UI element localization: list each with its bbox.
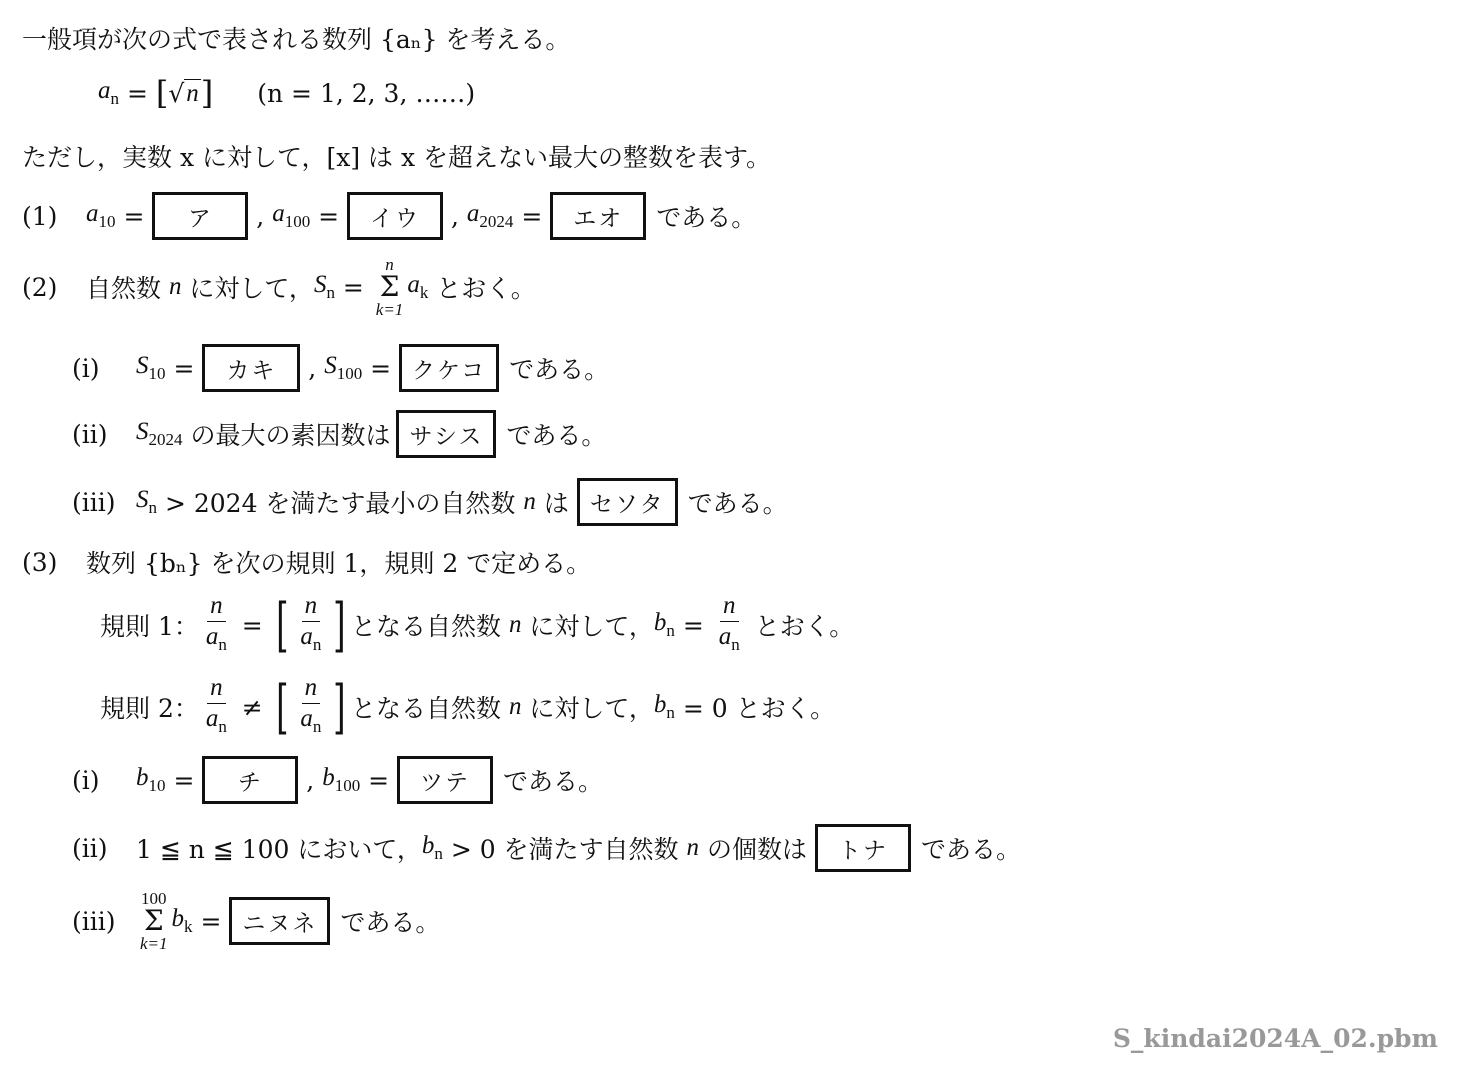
- answer-box-ninune[interactable]: ニヌネ: [229, 897, 330, 945]
- question-2-iii: (iii) $S_n$ > 2024 を満たす最小の自然数 n は セソタ である。: [72, 478, 788, 526]
- summation-symbol: n Σ k=1: [375, 255, 404, 319]
- answer-box-eo[interactable]: エオ: [550, 192, 646, 240]
- answer-box-iu[interactable]: イウ: [347, 192, 443, 240]
- question-2-ii: (ii) $S_{2024}$ の最大の素因数は サシス である。: [72, 410, 606, 458]
- summation-symbol-b: 100 Σ k=1: [140, 889, 168, 953]
- question-3: (3) 数列 {bₙ} を次の規則 1，規則 2 で定める。: [22, 547, 592, 578]
- answer-box-tsute[interactable]: ツテ: [397, 756, 493, 804]
- formula-range: (n = 1, 2, 3, ……): [257, 78, 476, 108]
- question-3-i: (i) $b_{10}$ = チ , $b_{100}$ = ツテ である。: [72, 756, 603, 804]
- general-term-formula: $a_n$ = [ √ n ] (n = 1, 2, 3, ……): [98, 74, 476, 112]
- question-2-i: (i) $S_{10}$ = カキ , $S_{100}$ = クケコ である。: [72, 344, 609, 392]
- question-2: (2) 自然数 n に対して， $S_n$ = n Σ k=1 $a_k$ とおく。: [22, 255, 536, 319]
- question-3-ii: (ii) 1 ≦ n ≦ 100 において， $b_n$ > 0 を満たす自然数 n の個数は トナ である。: [72, 824, 1021, 872]
- answer-box-chi[interactable]: チ: [202, 756, 298, 804]
- answer-box-kaki[interactable]: カキ: [202, 344, 300, 392]
- rule-1: 規則 1： $\frac{n}{a_n}$ = [ $\frac{n}{a_n}$ ] となる自然数 n に対して， $b_n$ = $\frac{n}{a_n}$ とおく。: [100, 591, 855, 659]
- answer-box-sashisu[interactable]: サシス: [396, 410, 496, 458]
- answer-box-a[interactable]: ア: [152, 192, 248, 240]
- answer-box-sesota[interactable]: セソタ: [577, 478, 678, 526]
- floor-definition-note: ただし，実数 x に対して，[x] は x を超えない最大の整数を表す。: [22, 143, 772, 172]
- rule-2: 規則 2： $\frac{n}{a_n}$ ≠ [ $\frac{n}{a_n}$ ] となる自然数 n に対して， $b_n$ = 0 とおく。: [100, 673, 836, 741]
- question-3-iii: (iii) 100 Σ k=1 $b_k$ = ニヌネ である。: [72, 889, 441, 953]
- question-1: (1) $a_{10}$ = ア , $a_{100}$ = イウ , $a_{2024}$ = エオ である。: [22, 192, 756, 240]
- answer-box-tona[interactable]: トナ: [815, 824, 911, 872]
- footer-filename: S_kindai2024A_02.pbm: [1112, 1024, 1438, 1053]
- intro-text: 一般項が次の式で表される数列 {aₙ} を考える。: [22, 25, 571, 54]
- answer-box-kukeko[interactable]: クケコ: [399, 344, 499, 392]
